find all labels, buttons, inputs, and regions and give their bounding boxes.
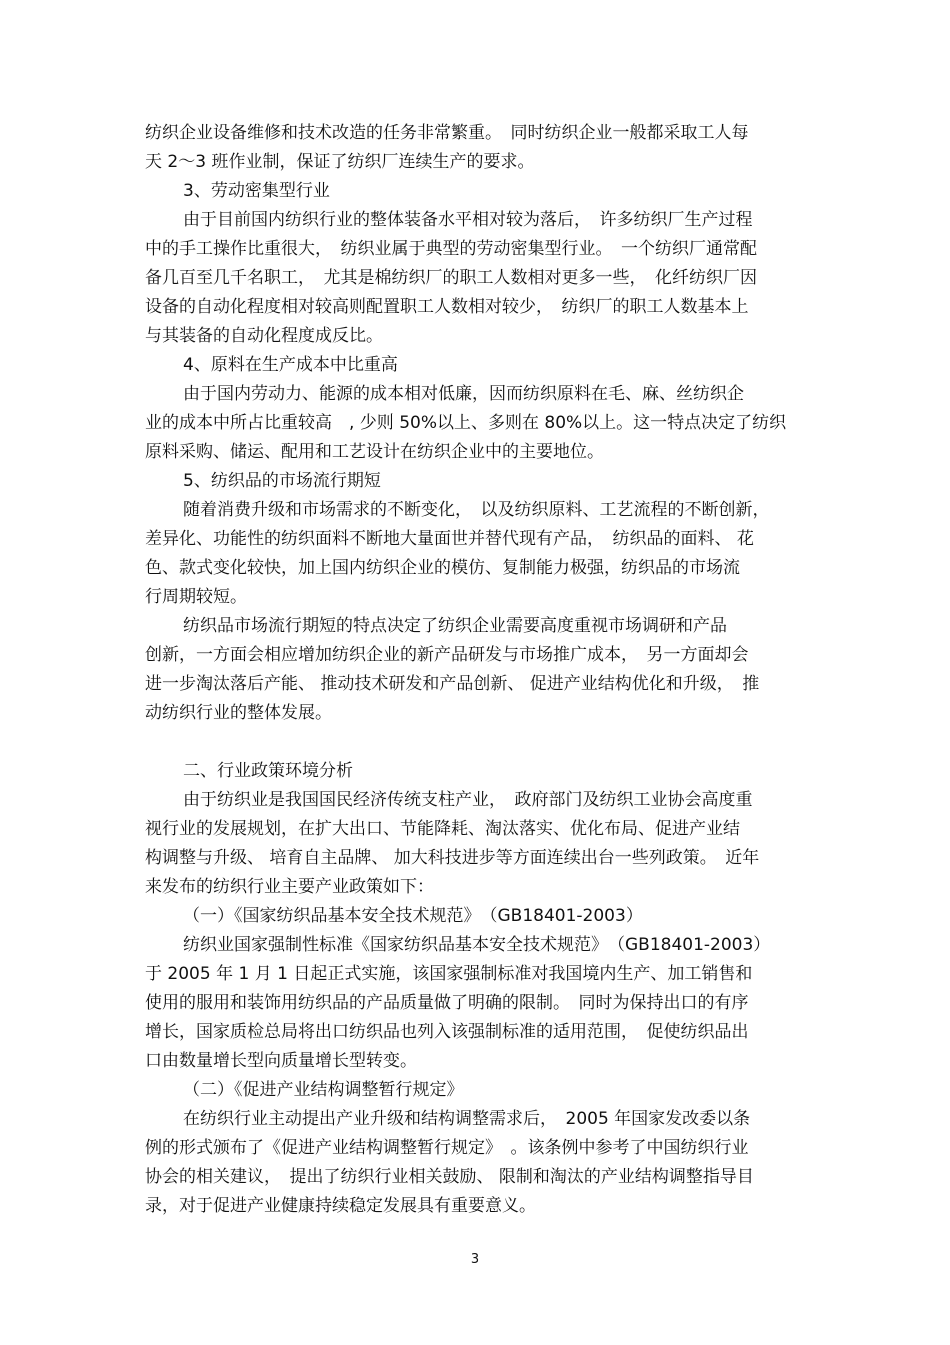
text-line: 纺织业国家强制性标准《国家纺织品基本安全技术规范》 （GB18401-2003） (183, 935, 771, 955)
text-line: 构调整与升级、 培育自主品牌、 加大科技进步等方面连续出台一些列政策。 近年 (145, 848, 760, 868)
text-line: 由于目前国内纺织行业的整体装备水平相对较为落后， 许多纺织厂生产过程 (183, 210, 753, 230)
text-line: 随着消费升级和市场需求的不断变化， 以及纺织原料、工艺流程的不断创新， (183, 500, 770, 520)
subsection-heading: （二）《促进产业结构调整暂行规定》 (183, 1080, 464, 1100)
section-heading: 二、行业政策环境分析 (183, 761, 353, 781)
text-line: 备几百至几千名职工， 尤其是棉纺织厂的职工人数相对更多一些， 化纤纺织厂因 (145, 268, 757, 288)
text-line: 由于纺织业是我国国民经济传统支柱产业， 政府部门及纺织工业协会高度重 (183, 790, 753, 810)
text-line: 动纺织行业的整体发展。 (145, 703, 332, 723)
text-line: 差异化、功能性的纺织面料不断地大量面世并替代现有产品， 纺织品的面料、 花 (145, 529, 754, 549)
page-number: 3 (470, 1252, 480, 1267)
text-line: 视行业的发展规划，在扩大出口、节能降耗、淘汰落实、优化布局、促进产业结 (145, 819, 740, 839)
text-line: 增长，国家质检总局将出口纺织品也列入该强制标准的适用范围， 促使纺织品出 (145, 1022, 749, 1042)
text-line: 创新，一方面会相应增加纺织企业的新产品研发与市场推广成本， 另一方面却会 (145, 645, 749, 665)
text-line: 于 2005 年 1 月 1 日起正式实施，该国家强制标准对我国境内生产、加工销售和 (145, 964, 753, 984)
text-line: 与其装备的自动化程度成反比。 (145, 326, 383, 346)
section-heading: 4、原料在生产成本中比重高 (183, 355, 398, 375)
section-heading: 5、纺织品的市场流行期短 (183, 471, 381, 491)
text-line: 天 2～3 班作业制，保证了纺织厂连续生产的要求。 (145, 152, 535, 172)
text-line: 纺织品市场流行期短的特点决定了纺织企业需要高度重视市场调研和产品 (183, 616, 727, 636)
text-line: 业的成本中所占比重较高 , 少则 50%以上、多则在 80%以上。这一特点决定了纺织 (145, 413, 787, 433)
text-line: 中的手工操作比重很大， 纺织业属于典型的劳动密集型行业。 一个纺织厂通常配 (145, 239, 757, 259)
text-line: 由于国内劳动力、能源的成本相对低廉，因而纺织原料在毛、麻、丝纺织企 (183, 384, 744, 404)
text-line: 例的形式颁布了《促进产业结构调整暂行规定》 。该条例中参考了中国纺织行业 (145, 1138, 749, 1158)
text-line: 原料采购、储运、配用和工艺设计在纺织企业中的主要地位。 (145, 442, 604, 462)
text-line: 口由数量增长型向质量增长型转变。 (145, 1051, 417, 1071)
text-line: 协会的相关建议， 提出了纺织行业相关鼓励、 限制和淘汰的产业结构调整指导目 (145, 1167, 754, 1187)
section-heading: 3、劳动密集型行业 (183, 181, 330, 201)
text-line: 来发布的纺织行业主要产业政策如下： (145, 877, 434, 897)
text-line: 行周期较短。 (145, 587, 247, 607)
text-line: 使用的服用和装饰用纺织品的产品质量做了明确的限制。 同时为保持出口的有序 (145, 993, 749, 1013)
text-line: 色、款式变化较快，加上国内纺织企业的模仿、复制能力极强，纺织品的市场流 (145, 558, 740, 578)
text-line: 在纺织行业主动提出产业升级和结构调整需求后， 2005 年国家发改委以条 (183, 1109, 751, 1129)
text-line: 纺织企业设备维修和技术改造的任务非常繁重。 同时纺织企业一般都采取工人每 (145, 123, 749, 143)
subsection-heading: （一）《国家纺织品基本安全技术规范》 （GB18401-2003） (183, 906, 643, 926)
text-line: 设备的自动化程度相对较高则配置职工人数相对较少， 纺织厂的职工人数基本上 (145, 297, 749, 317)
text-line: 录，对于促进产业健康持续稳定发展具有重要意义。 (145, 1196, 536, 1216)
text-line: 进一步淘汰落后产能、 推动技术研发和产品创新、 促进产业结构优化和升级， 推 (145, 674, 760, 694)
